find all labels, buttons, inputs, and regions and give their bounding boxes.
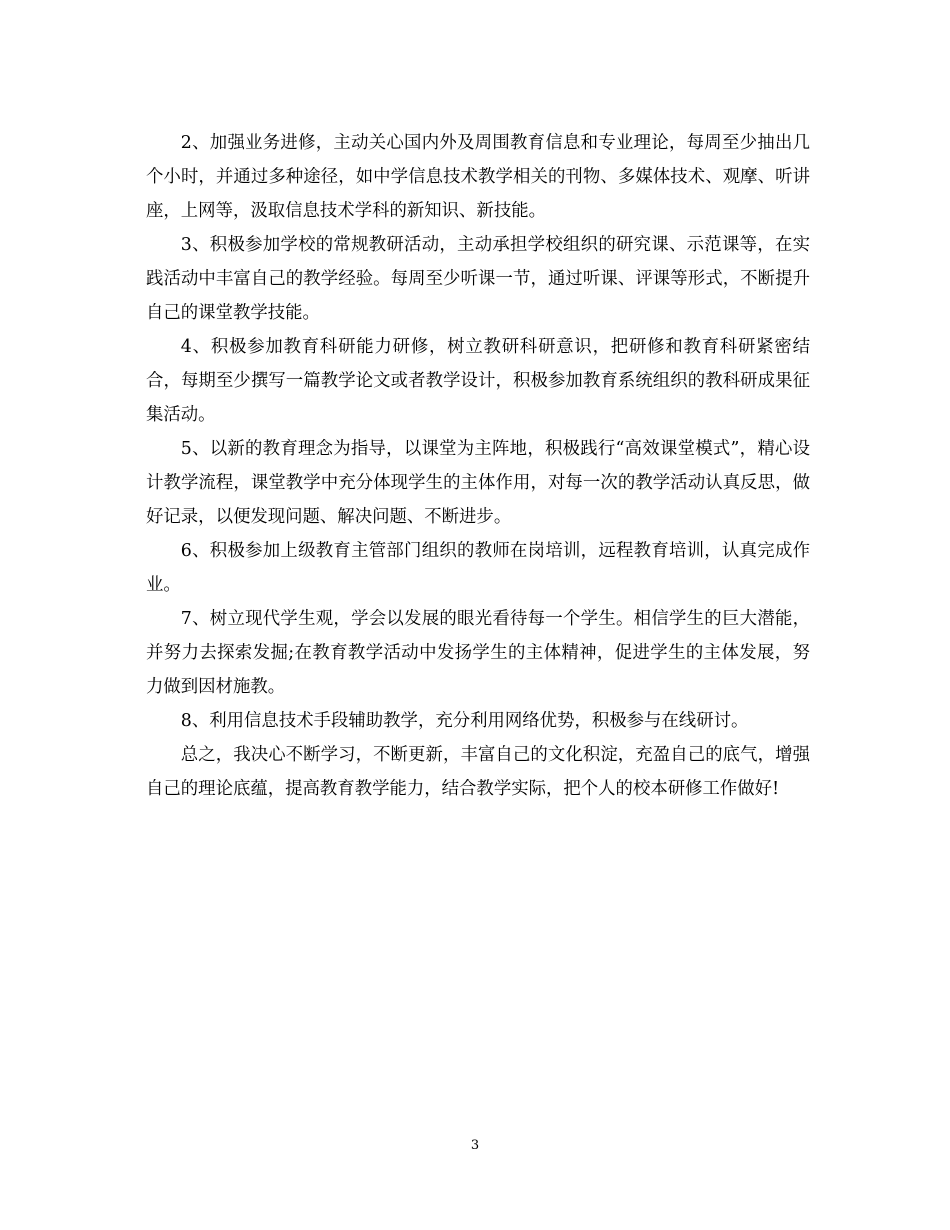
- paragraph-item-8: 8、利用信息技术手段辅助教学，充分利用网络优势，积极参与在线研讨。: [180, 711, 749, 731]
- paragraph-item-2: 2、加强业务进修，主动关心国内外及周围教育信息和专业理论，每周至少抽出几个小时，并通过多种途径，如中学信息技术教学相关的刊物、多媒体技术、观摩、听讲座，上网等，汲取信息技术学科的新知识、新技能。: [146, 133, 810, 221]
- paragraph-item-4: 4、积极参加教育科研能力研修，树立教研科研意识，把研修和教育科研紧密结合，每期至少撰写一篇教学论文或者教学设计，积极参加教育系统组织的教科研成果征集活动。: [146, 337, 810, 425]
- paragraph-conclusion: 总之，我决心不断学习，不断更新，丰富自己的文化积淀，充盈自己的底气，增强自己的理论底蕴，提高教育教学能力，结合教学实际，把个人的校本研修工作做好!: [146, 745, 810, 799]
- paragraph-item-3: 3、积极参加学校的常规教研活动，主动承担学校组织的研究课、示范课等，在实践活动中丰富自己的教学经验。每周至少听课一节，通过听课、评课等形式，不断提升自己的课堂教学技能。: [146, 235, 810, 323]
- paragraph-item-5: 5、以新的教育理念为指导，以课堂为主阵地，积极践行“高效课堂模式”，精心设计教学流程，课堂教学中充分体现学生的主体作用，对每一次的教学活动认真反思，做好记录，以便发现问题、解决问题、不断进步。: [146, 439, 810, 527]
- document-body: [146, 126, 810, 806]
- paragraph-item-7: 7、树立现代学生观，学会以发展的眼光看待每一个学生。相信学生的巨大潜能，并努力去探索发掘;在教育教学活动中发扬学生的主体精神，促进学生的主体发展，努力做到因材施教。: [146, 609, 810, 697]
- paragraph-item-6: 6、积极参加上级教育主管部门组织的教师在岗培训，远程教育培训，认真完成作业。: [146, 541, 810, 595]
- page-number: 3: [470, 1138, 480, 1153]
